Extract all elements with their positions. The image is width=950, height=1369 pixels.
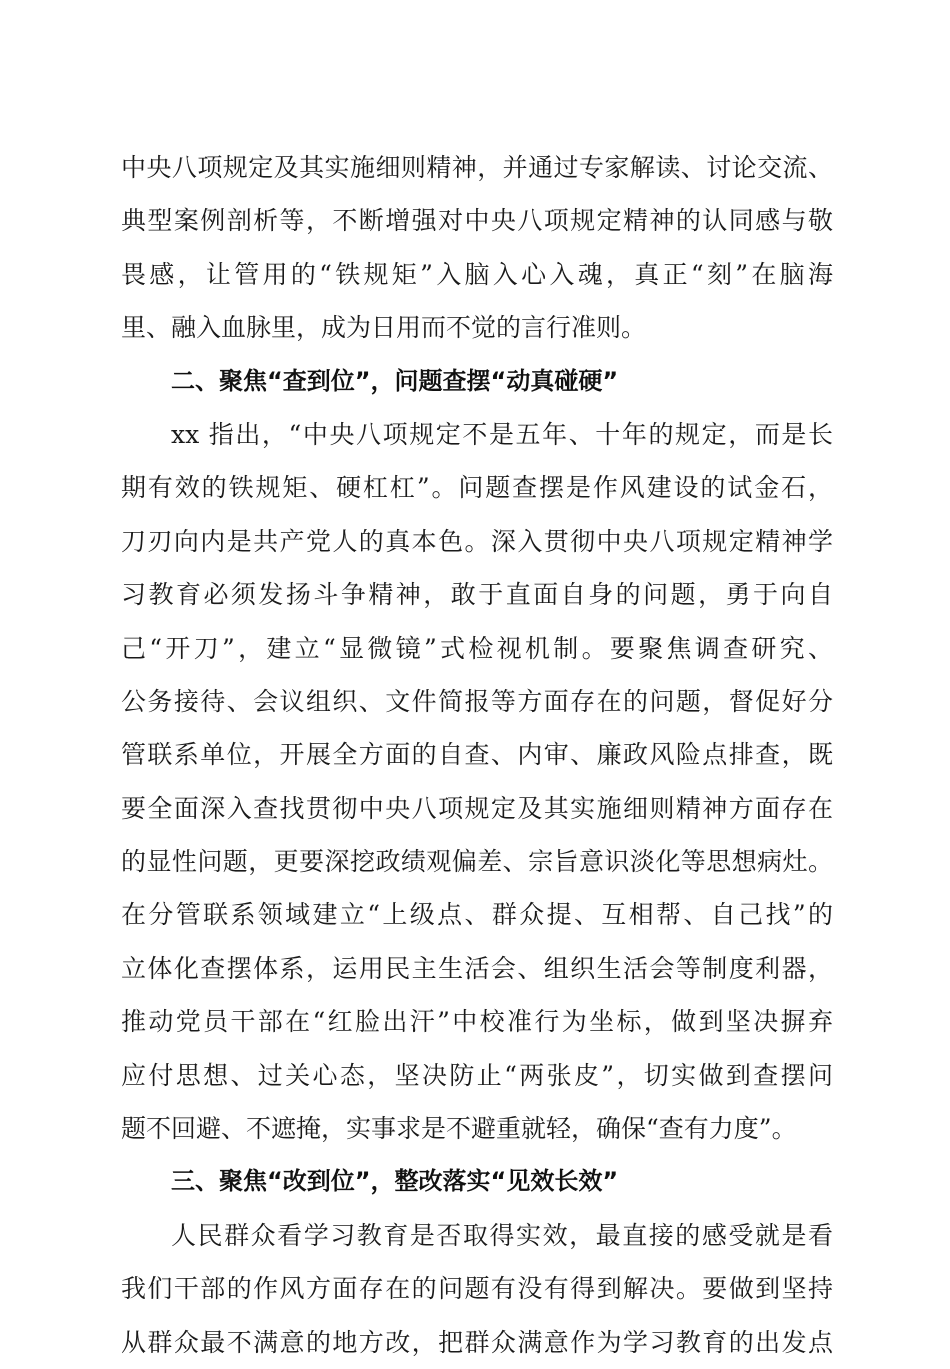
text-line: 的显性问题，更要深挖政绩观偏差、宗旨意识淡化等思想病灶。: [121, 847, 833, 877]
text-line: 刀刃向内是共产党人的真本色。深入贯彻中央八项规定精神学: [121, 526, 833, 556]
section-2-paragraph: [121, 408, 833, 1155]
text-line: 管联系单位，开展全方面的自查、内审、廉政风险点排查，既: [121, 740, 833, 770]
document-body: [121, 141, 833, 1369]
text-line: 公务接待、会议组织、文件简报等方面存在的问题，督促好分: [121, 686, 833, 716]
text-line: 期有效的铁规矩、硬杠杠”。问题查摆是作风建设的试金石，: [121, 473, 833, 503]
continuation-paragraph: [121, 141, 833, 355]
text-line: 题不回避、不遮掩，实事求是不避重就轻，确保“查有力度”。: [121, 1114, 797, 1144]
text-line: xx 指出，“中央八项规定不是五年、十年的规定，而是长: [171, 419, 833, 449]
text-line: 己“开刀”，建立“显微镜”式检视机制。要聚焦调查研究、: [121, 633, 833, 663]
text-line: 从群众最不满意的地方改，把群众满意作为学习教育的出发点: [121, 1327, 833, 1357]
text-line: 习教育必须发扬斗争精神，敢于直面自身的问题，勇于向自: [121, 580, 833, 610]
text-line: 里、融入血脉里，成为日用而不觉的言行准则。: [121, 313, 647, 343]
text-line: 立体化查摆体系，运用民主生活会、组织生活会等制度利器，: [121, 953, 833, 983]
section-3-heading: 三、聚焦“改到位”，整改落实“见效长效”: [171, 1167, 619, 1196]
section-3-paragraph: [121, 1209, 833, 1369]
text-line: 推动党员干部在“红脸出汗”中校准行为坐标，做到坚决摒弃: [121, 1007, 833, 1037]
text-line: 中央八项规定及其实施细则精神，并通过专家解读、讨论交流、: [121, 153, 833, 182]
text-line: 人民群众看学习教育是否取得实效，最直接的感受就是看: [171, 1220, 833, 1250]
text-line: 典型案例剖析等，不断增强对中央八项规定精神的认同感与敬: [121, 206, 833, 236]
section-2-heading: 二、聚焦“查到位”，问题查摆“动真碰硬”: [171, 366, 619, 395]
text-line: 在分管联系领域建立“上级点、群众提、互相帮、自己找”的: [121, 900, 833, 930]
text-line: 畏感，让管用的“铁规矩”入脑入心入魂，真正“刻”在脑海: [121, 259, 833, 289]
text-line: 应付思想、过关心态，坚决防止“两张皮”，切实做到查摆问: [121, 1060, 833, 1090]
text-line: 要全面深入查找贯彻中央八项规定及其实施细则精神方面存在: [121, 793, 833, 823]
text-line: 我们干部的作风方面存在的问题有没有得到解决。要做到坚持: [121, 1274, 833, 1304]
